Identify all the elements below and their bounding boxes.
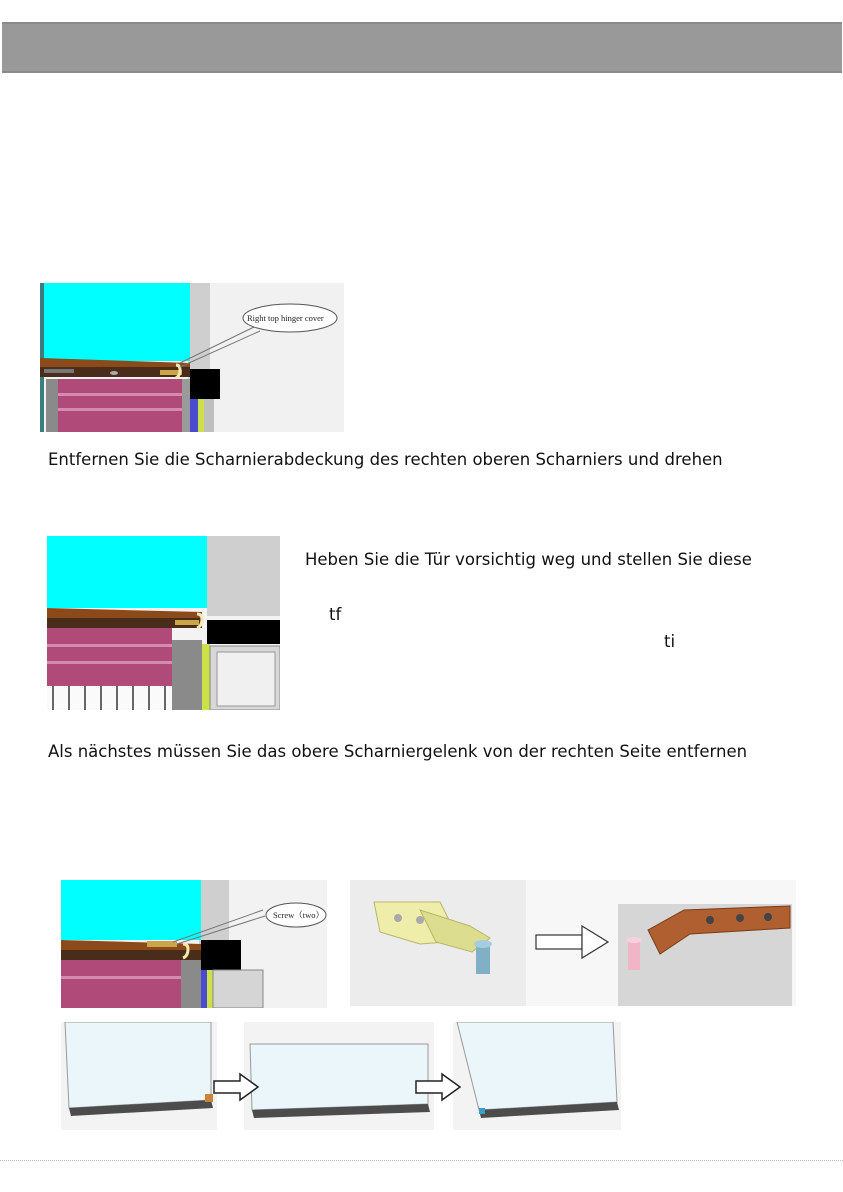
caption-remove-hinge-cover: Entfernen Sie die Scharnierabdeckung des rechten oberen Scharniers und drehen xyxy=(48,450,723,469)
figure-door-lift xyxy=(47,536,280,710)
text-fragment-ti: ti xyxy=(664,632,676,651)
text-fragment-tf: tf xyxy=(329,605,342,624)
caption-remove-hinge-joint: Als nächstes müssen Sie das obere Scharniergelenk von der rechten Seite entfernen xyxy=(48,742,748,761)
arrow-right-icon xyxy=(212,1072,260,1102)
text-lift-door: Heben Sie die Tür vorsichtig weg und stellen Sie diese xyxy=(305,550,752,569)
figure-hinge-cover xyxy=(40,283,344,432)
header-bar xyxy=(2,22,842,73)
callout-screw-two: Screw（two） xyxy=(273,910,324,920)
figure-hinge-parts xyxy=(350,880,796,1006)
figure-hinge-screws xyxy=(61,880,327,1008)
callout-right-top-hinge-cover: Right top hinger cover xyxy=(247,313,324,323)
arrow-right-icon xyxy=(414,1072,462,1102)
figure-door-step-3 xyxy=(453,1022,621,1130)
figure-door-step-1 xyxy=(61,1022,217,1130)
figure-door-step-2 xyxy=(244,1022,434,1130)
page-footer-divider xyxy=(0,1160,843,1161)
